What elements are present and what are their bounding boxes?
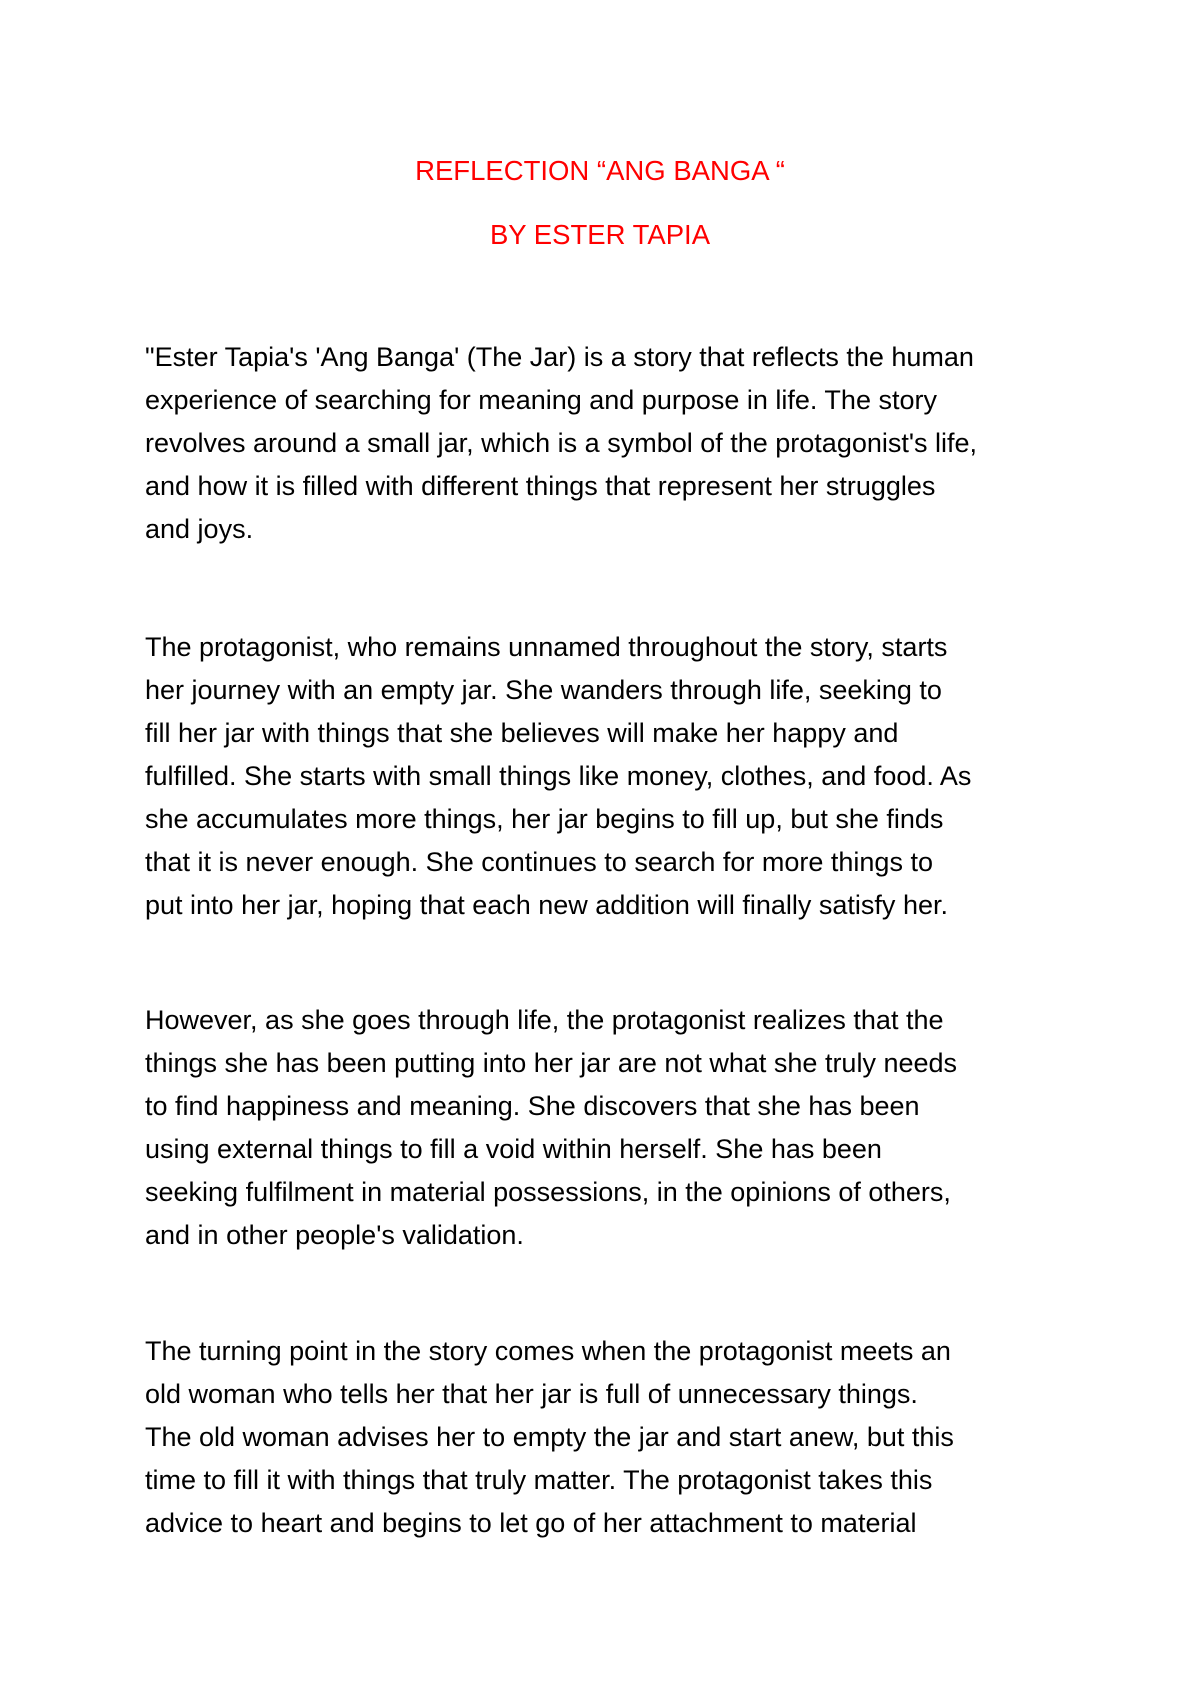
document-title: REFLECTION “ANG BANGA “ [415,155,785,186]
paragraph-line: advice to heart and begins to let go of her attachment to material [145,1508,917,1538]
paragraph-line: things she has been putting into her jar are not what she truly needs [145,1048,958,1078]
paragraph-line: seeking fulfilment in material possessions, in the opinions of others, [145,1177,951,1207]
paragraph-2 [145,626,1095,927]
paragraph-line: that it is never enough. She continues to search for more things to [145,847,933,877]
paragraph-line: to find happiness and meaning. She discovers that she has been [145,1091,920,1121]
paragraph-line: time to fill it with things that truly matter. The protagonist takes this [145,1465,933,1495]
paragraph-3 [145,999,1095,1257]
paragraph-4 [145,1330,1095,1545]
paragraph-line: However, as she goes through life, the protagonist realizes that the [145,1005,944,1035]
paragraph-line: her journey with an empty jar. She wanders through life, seeking to [145,675,942,705]
paragraph-line: using external things to fill a void within herself. She has been [145,1134,882,1164]
paragraph-line: "Ester Tapia's 'Ang Banga' (The Jar) is a story that reflects the human [145,342,974,372]
paragraph-line: and joys. [145,514,254,544]
paragraph-line: The protagonist, who remains unnamed throughout the story, starts [145,632,948,662]
paragraph-line: put into her jar, hoping that each new addition will finally satisfy her. [145,890,948,920]
paragraph-line: fulfilled. She starts with small things like money, clothes, and food. As [145,761,972,791]
paragraph-line: and how it is filled with different things that represent her struggles [145,471,936,501]
paragraph-line: and in other people's validation. [145,1220,524,1250]
paragraph-line: fill her jar with things that she believes will make her happy and [145,718,899,748]
paragraph-line: The old woman advises her to empty the jar and start anew, but this [145,1422,954,1452]
document-byline: BY ESTER TAPIA [489,219,711,250]
paragraph-line: The turning point in the story comes when the protagonist meets an [145,1336,951,1366]
paragraph-line: experience of searching for meaning and purpose in life. The story [145,385,937,415]
paragraph-line: she accumulates more things, her jar begins to fill up, but she finds [145,804,944,834]
paragraph-line: revolves around a small jar, which is a symbol of the protagonist's life, [145,428,978,458]
paragraph-1 [145,336,1095,551]
paragraph-line: old woman who tells her that her jar is full of unnecessary things. [145,1379,918,1409]
